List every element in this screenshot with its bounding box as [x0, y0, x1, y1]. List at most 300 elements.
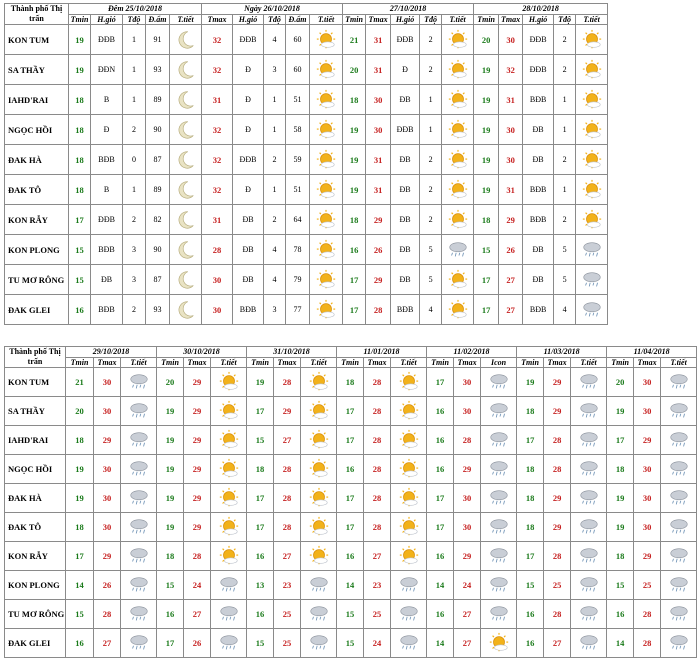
- column-header: H.gió: [391, 14, 420, 25]
- rain-cloud-icon: [442, 235, 474, 265]
- tmin-value: 20: [474, 25, 499, 55]
- tmax-value: 30: [634, 513, 661, 542]
- date-header: 27/10/2018: [343, 4, 474, 15]
- wind-direction: ĐĐB: [233, 145, 264, 175]
- city-column-header: Thành phố Thị trấn: [5, 4, 69, 25]
- tmin-value: 18: [66, 513, 94, 542]
- rain-cloud-icon: [571, 426, 607, 455]
- sun-cloud-icon: [301, 484, 337, 513]
- wind-speed: 3: [264, 55, 286, 85]
- tmin-value: 17: [337, 484, 364, 513]
- tmax-value: 25: [544, 571, 571, 600]
- rain-cloud-icon: [576, 235, 608, 265]
- wind-direction: Đ: [233, 115, 264, 145]
- tmin-value: 19: [607, 484, 634, 513]
- city-name: TU MƠ RÔNG: [5, 265, 69, 295]
- rain-cloud-icon: [576, 295, 608, 325]
- column-header: Tmin: [474, 14, 499, 25]
- wind-speed: 5: [420, 265, 442, 295]
- tmin-value: 17: [247, 513, 274, 542]
- wind-speed: 4: [420, 295, 442, 325]
- tmax-value: 31: [499, 175, 523, 205]
- column-header: Icon: [481, 357, 517, 368]
- rain-cloud-icon: [571, 397, 607, 426]
- rain-cloud-icon: [661, 455, 697, 484]
- sun-cloud-icon: [211, 484, 247, 513]
- wind-direction: ĐB: [391, 235, 420, 265]
- rain-cloud-icon: [391, 600, 427, 629]
- rain-cloud-icon: [301, 600, 337, 629]
- wind-direction: Đ: [233, 85, 264, 115]
- tmax-value: 29: [366, 265, 391, 295]
- moon-icon: [170, 115, 202, 145]
- city-name: KON PLONG: [5, 571, 66, 600]
- tmin-value: 19: [69, 25, 91, 55]
- tmin-value: 14: [427, 571, 454, 600]
- wind-speed: 3: [123, 265, 146, 295]
- column-header: Tmin: [69, 14, 91, 25]
- tmax-value: 29: [634, 542, 661, 571]
- wind-speed: 1: [123, 25, 146, 55]
- column-header: Tmin: [427, 357, 454, 368]
- humidity: 51: [286, 85, 310, 115]
- table-row: [5, 205, 608, 235]
- tmin-value: 14: [607, 629, 634, 658]
- tmax-value: 25: [364, 600, 391, 629]
- tmin-value: 19: [607, 397, 634, 426]
- sun-cloud-icon: [310, 295, 343, 325]
- tmin-value: 17: [69, 205, 91, 235]
- wind-speed: 1: [123, 175, 146, 205]
- rain-cloud-icon: [571, 484, 607, 513]
- wind-speed: 2: [554, 145, 576, 175]
- humidity: 79: [286, 265, 310, 295]
- tmax-value: 26: [366, 235, 391, 265]
- tmax-value: 29: [274, 397, 301, 426]
- rain-cloud-icon: [121, 513, 157, 542]
- rain-cloud-icon: [661, 397, 697, 426]
- city-name: KON TUM: [5, 368, 66, 397]
- tmin-value: 19: [474, 55, 499, 85]
- tmin-value: 20: [157, 368, 184, 397]
- wind-speed: 2: [420, 25, 442, 55]
- tmax-value: 31: [366, 175, 391, 205]
- tmax-value: 28: [454, 426, 481, 455]
- tmin-value: 16: [337, 455, 364, 484]
- tmax-value: 29: [544, 484, 571, 513]
- rain-cloud-icon: [121, 542, 157, 571]
- tmax-value: 30: [202, 265, 233, 295]
- humidity: 58: [286, 115, 310, 145]
- tmax-value: 28: [364, 426, 391, 455]
- tmin-value: 17: [517, 426, 544, 455]
- rain-cloud-icon: [481, 484, 517, 513]
- wind-speed: 2: [420, 55, 442, 85]
- rain-cloud-icon: [481, 368, 517, 397]
- table-row: [5, 115, 608, 145]
- tmin-value: 18: [474, 205, 499, 235]
- humidity: 91: [146, 25, 170, 55]
- city-name: ĐAK GLEI: [5, 295, 69, 325]
- wind-direction: BĐB: [523, 205, 554, 235]
- wind-direction: ĐĐB: [391, 115, 420, 145]
- sun-cloud-icon: [391, 542, 427, 571]
- sun-cloud-icon: [310, 175, 343, 205]
- column-header: Tmax: [366, 14, 391, 25]
- column-header: Tmax: [364, 357, 391, 368]
- humidity: 87: [146, 145, 170, 175]
- sun-cloud-icon: [481, 629, 517, 658]
- humidity: 89: [146, 85, 170, 115]
- wind-speed: 2: [123, 115, 146, 145]
- rain-cloud-icon: [571, 455, 607, 484]
- wind-direction: BĐB: [91, 235, 123, 265]
- tmin-value: 18: [517, 397, 544, 426]
- rain-cloud-icon: [661, 513, 697, 542]
- tmin-value: 13: [247, 571, 274, 600]
- sun-cloud-icon: [310, 265, 343, 295]
- rain-cloud-icon: [571, 513, 607, 542]
- rain-cloud-icon: [571, 368, 607, 397]
- tmin-value: 18: [69, 85, 91, 115]
- tmin-value: 16: [517, 629, 544, 658]
- tmax-value: 28: [364, 513, 391, 542]
- column-header: T.tiết: [121, 357, 157, 368]
- rain-cloud-icon: [211, 600, 247, 629]
- sun-cloud-icon: [211, 455, 247, 484]
- humidity: 82: [146, 205, 170, 235]
- wind-speed: 4: [264, 235, 286, 265]
- moon-icon: [170, 85, 202, 115]
- tmax-value: 30: [94, 455, 121, 484]
- wind-speed: 4: [264, 265, 286, 295]
- column-header: T.tiết: [571, 357, 607, 368]
- table-row: [5, 295, 608, 325]
- tmax-value: 29: [454, 455, 481, 484]
- tmin-value: 19: [157, 484, 184, 513]
- tmax-value: 30: [454, 484, 481, 513]
- tmax-value: 28: [364, 368, 391, 397]
- wind-direction: ĐĐB: [523, 25, 554, 55]
- sun-cloud-icon: [310, 235, 343, 265]
- tmax-value: 29: [634, 426, 661, 455]
- rain-cloud-icon: [661, 426, 697, 455]
- wind-direction: Đ: [233, 175, 264, 205]
- tmin-value: 19: [66, 484, 94, 513]
- city-name: KON RẪY: [5, 205, 69, 235]
- column-header: Tmax: [184, 357, 211, 368]
- wind-speed: 2: [420, 205, 442, 235]
- tmin-value: 16: [427, 600, 454, 629]
- tmin-value: 14: [337, 571, 364, 600]
- wind-direction: ĐB: [391, 175, 420, 205]
- forecast-table-1: [4, 3, 608, 325]
- wind-speed: 5: [554, 235, 576, 265]
- column-header: T.tiết: [170, 14, 202, 25]
- column-header: Tmax: [454, 357, 481, 368]
- tmax-value: 29: [544, 397, 571, 426]
- moon-icon: [170, 265, 202, 295]
- wind-direction: Đ: [91, 115, 123, 145]
- tmin-value: 17: [337, 397, 364, 426]
- rain-cloud-icon: [121, 397, 157, 426]
- humidity: 60: [286, 25, 310, 55]
- wind-direction: ĐB: [523, 235, 554, 265]
- column-header: Tđộ: [420, 14, 442, 25]
- tmax-value: 26: [94, 571, 121, 600]
- table-row: [5, 455, 697, 484]
- sun-cloud-icon: [211, 542, 247, 571]
- wind-speed: 1: [123, 55, 146, 85]
- tmin-value: 17: [66, 542, 94, 571]
- tmax-value: 28: [544, 426, 571, 455]
- forecast-table-2: [4, 346, 697, 658]
- tmin-value: 19: [343, 175, 366, 205]
- column-header: H.gió: [523, 14, 554, 25]
- tmin-value: 19: [157, 513, 184, 542]
- sun-cloud-icon: [576, 145, 608, 175]
- sun-cloud-icon: [442, 205, 474, 235]
- rain-cloud-icon: [391, 571, 427, 600]
- tmin-value: 15: [69, 265, 91, 295]
- tmax-value: 28: [274, 455, 301, 484]
- city-name: IAHD'RAI: [5, 426, 66, 455]
- column-header: Đ.ẩm: [146, 14, 170, 25]
- wind-speed: 2: [420, 175, 442, 205]
- tmax-value: 27: [454, 629, 481, 658]
- sun-cloud-icon: [576, 55, 608, 85]
- column-header: Tmin: [337, 357, 364, 368]
- tmin-value: 18: [343, 205, 366, 235]
- column-header: Tmax: [202, 14, 233, 25]
- sun-cloud-icon: [442, 265, 474, 295]
- tmin-value: 19: [66, 455, 94, 484]
- tmin-value: 19: [474, 115, 499, 145]
- rain-cloud-icon: [301, 629, 337, 658]
- column-header: Tmax: [544, 357, 571, 368]
- moon-icon: [170, 25, 202, 55]
- tmax-value: 27: [499, 295, 523, 325]
- tmax-value: 25: [274, 629, 301, 658]
- rain-cloud-icon: [121, 629, 157, 658]
- wind-direction: Đ: [233, 55, 264, 85]
- tmax-value: 26: [184, 629, 211, 658]
- tmin-value: 15: [157, 571, 184, 600]
- tmax-value: 29: [184, 426, 211, 455]
- city-name: ĐAK GLEI: [5, 629, 66, 658]
- tmin-value: 15: [247, 426, 274, 455]
- tmax-value: 24: [184, 571, 211, 600]
- wind-direction: BĐB: [523, 175, 554, 205]
- wind-speed: 1: [264, 175, 286, 205]
- tmax-value: 27: [184, 600, 211, 629]
- tmin-value: 15: [66, 600, 94, 629]
- wind-speed: 2: [420, 145, 442, 175]
- wind-speed: 1: [420, 115, 442, 145]
- wind-speed: 2: [554, 205, 576, 235]
- rain-cloud-icon: [481, 571, 517, 600]
- wind-speed: 3: [123, 235, 146, 265]
- humidity: 87: [146, 265, 170, 295]
- tmin-value: 18: [343, 85, 366, 115]
- tmax-value: 31: [366, 25, 391, 55]
- tmin-value: 16: [517, 600, 544, 629]
- table-row: [5, 426, 697, 455]
- tmax-value: 30: [202, 295, 233, 325]
- date-header: Đêm 25/10/2018: [69, 4, 202, 15]
- wind-direction: ĐĐB: [391, 25, 420, 55]
- tmin-value: 16: [427, 426, 454, 455]
- sun-cloud-icon: [576, 205, 608, 235]
- sun-cloud-icon: [391, 368, 427, 397]
- tmax-value: 30: [499, 115, 523, 145]
- wind-direction: ĐB: [523, 145, 554, 175]
- tmax-value: 29: [184, 484, 211, 513]
- wind-direction: BĐB: [523, 85, 554, 115]
- sun-cloud-icon: [310, 85, 343, 115]
- tmax-value: 29: [366, 205, 391, 235]
- tmax-value: 28: [364, 455, 391, 484]
- table-row: [5, 368, 697, 397]
- tmin-value: 18: [66, 426, 94, 455]
- column-header: T.tiết: [391, 357, 427, 368]
- tmin-value: 17: [337, 426, 364, 455]
- rain-cloud-icon: [211, 571, 247, 600]
- rain-cloud-icon: [571, 600, 607, 629]
- tmax-value: 28: [544, 542, 571, 571]
- table-row: [5, 55, 608, 85]
- column-header: Tđộ: [264, 14, 286, 25]
- city-name: ĐAK TÔ: [5, 513, 66, 542]
- tmin-value: 14: [66, 571, 94, 600]
- tmax-value: 28: [274, 368, 301, 397]
- tmax-value: 32: [499, 55, 523, 85]
- city-name: IAHD'RAI: [5, 85, 69, 115]
- tmax-value: 30: [634, 397, 661, 426]
- wind-speed: 0: [123, 145, 146, 175]
- sun-cloud-icon: [310, 25, 343, 55]
- tmin-value: 18: [607, 455, 634, 484]
- tmin-value: 18: [157, 542, 184, 571]
- tmin-value: 17: [247, 397, 274, 426]
- tmax-value: 28: [544, 600, 571, 629]
- table-row: [5, 145, 608, 175]
- wind-direction: ĐB: [91, 265, 123, 295]
- humidity: 60: [286, 55, 310, 85]
- sun-cloud-icon: [391, 455, 427, 484]
- date-header: 31/10/2018: [247, 347, 337, 358]
- tmin-value: 17: [474, 265, 499, 295]
- tmin-value: 20: [66, 397, 94, 426]
- tmin-value: 16: [427, 542, 454, 571]
- rain-cloud-icon: [481, 455, 517, 484]
- wind-direction: ĐĐB: [91, 25, 123, 55]
- tmin-value: 20: [607, 368, 634, 397]
- city-name: NGỌC HỒI: [5, 115, 69, 145]
- wind-speed: 2: [264, 145, 286, 175]
- tmax-value: 29: [94, 426, 121, 455]
- sun-cloud-icon: [442, 85, 474, 115]
- wind-direction: ĐĐN: [91, 55, 123, 85]
- tmax-value: 24: [364, 629, 391, 658]
- column-header: Tđộ: [123, 14, 146, 25]
- tmax-value: 24: [454, 571, 481, 600]
- wind-direction: ĐB: [391, 205, 420, 235]
- tmax-value: 28: [274, 513, 301, 542]
- city-name: SA THẦY: [5, 55, 69, 85]
- wind-speed: 5: [420, 235, 442, 265]
- sun-cloud-icon: [576, 115, 608, 145]
- table-row: [5, 600, 697, 629]
- tmax-value: 30: [454, 368, 481, 397]
- tmin-value: 15: [247, 629, 274, 658]
- wind-direction: BĐB: [91, 295, 123, 325]
- tmin-value: 21: [343, 25, 366, 55]
- wind-direction: B: [91, 85, 123, 115]
- sun-cloud-icon: [211, 397, 247, 426]
- city-name: KON TUM: [5, 25, 69, 55]
- tmax-value: 29: [499, 205, 523, 235]
- tmax-value: 27: [544, 629, 571, 658]
- sun-cloud-icon: [301, 368, 337, 397]
- tmax-value: 28: [274, 484, 301, 513]
- tmin-value: 16: [343, 235, 366, 265]
- tmin-value: 18: [517, 513, 544, 542]
- rain-cloud-icon: [661, 571, 697, 600]
- sun-cloud-icon: [442, 55, 474, 85]
- city-name: TU MƠ RÔNG: [5, 600, 66, 629]
- tmin-value: 15: [337, 600, 364, 629]
- tmax-value: 27: [94, 629, 121, 658]
- city-column-header: Thành phố Thị trấn: [5, 347, 66, 368]
- humidity: 51: [286, 175, 310, 205]
- wind-speed: 1: [123, 85, 146, 115]
- tmin-value: 18: [517, 455, 544, 484]
- tmin-value: 17: [607, 426, 634, 455]
- tmin-value: 16: [337, 542, 364, 571]
- sun-cloud-icon: [310, 115, 343, 145]
- wind-speed: 1: [264, 115, 286, 145]
- wind-direction: ĐB: [391, 265, 420, 295]
- tmin-value: 16: [69, 295, 91, 325]
- wind-speed: 1: [554, 85, 576, 115]
- tmax-value: 30: [94, 368, 121, 397]
- table-row: [5, 397, 697, 426]
- tmin-value: 16: [247, 542, 274, 571]
- tmax-value: 28: [364, 397, 391, 426]
- table-row: [5, 629, 697, 658]
- tmax-value: 27: [364, 542, 391, 571]
- rain-cloud-icon: [121, 426, 157, 455]
- humidity: 93: [146, 295, 170, 325]
- rain-cloud-icon: [121, 600, 157, 629]
- city-name: NGỌC HỒI: [5, 455, 66, 484]
- column-header: Đ.ẩm: [286, 14, 310, 25]
- tmin-value: 19: [157, 426, 184, 455]
- tmax-value: 30: [634, 484, 661, 513]
- rain-cloud-icon: [121, 368, 157, 397]
- tmin-value: 20: [343, 55, 366, 85]
- tmax-value: 25: [274, 600, 301, 629]
- rain-cloud-icon: [391, 629, 427, 658]
- tmax-value: 30: [94, 513, 121, 542]
- moon-icon: [170, 235, 202, 265]
- date-header: Ngày 26/10/2018: [202, 4, 343, 15]
- tmin-value: 19: [474, 145, 499, 175]
- sun-cloud-icon: [301, 513, 337, 542]
- date-header: 30/10/2018: [157, 347, 247, 358]
- sun-cloud-icon: [301, 455, 337, 484]
